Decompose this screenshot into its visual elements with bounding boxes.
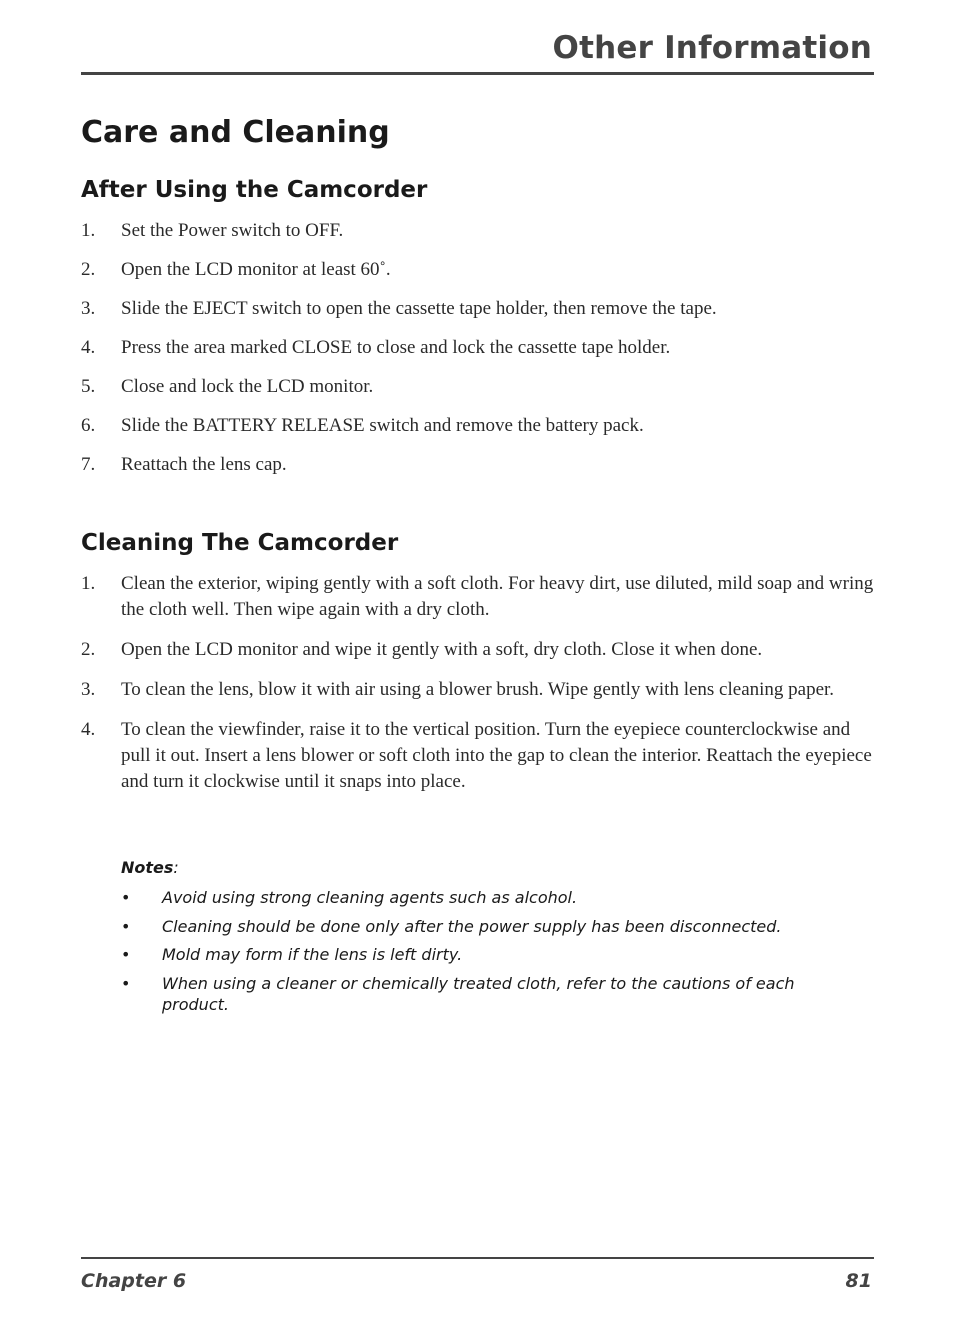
- step-text: Clean the exterior, wiping gently with a soft cloth. For heavy dirt, use diluted, mild soap and wring the cloth well. Then wipe again with a dry cloth.: [121, 573, 874, 620]
- note-text: Cleaning should be done only after the power supply has been disconnected.: [162, 916, 782, 936]
- list-item: [121, 944, 841, 965]
- notes-label: [121, 858, 179, 877]
- header-divider: [81, 72, 874, 75]
- step-text: Slide the BATTERY RELEASE switch and remove the battery pack.: [121, 415, 644, 436]
- footer-divider: [81, 1257, 874, 1259]
- note-text: When using a cleaner or chemically treated cloth, refer to the cautions of each product.: [162, 973, 795, 1014]
- list-item: [81, 257, 881, 283]
- bullet-icon: •: [121, 888, 131, 907]
- list-item: [81, 296, 881, 322]
- page-number: 81: [845, 1270, 872, 1292]
- notes-list: [121, 887, 841, 1022]
- bullet-icon: •: [121, 916, 131, 936]
- list-item: [81, 571, 881, 623]
- list-item: [81, 637, 881, 663]
- list-item: [121, 973, 841, 1015]
- step-text: Slide the EJECT switch to open the cassette tape holder, then remove the tape.: [121, 298, 717, 319]
- step-text: Close and lock the LCD monitor.: [121, 376, 374, 397]
- list-item: [81, 677, 881, 703]
- list-item: [121, 916, 841, 937]
- step-text: Press the area marked CLOSE to close and lock the cassette tape holder.: [121, 337, 671, 358]
- list-item: [81, 374, 881, 400]
- list-item: [81, 218, 881, 244]
- bullet-icon: •: [121, 945, 131, 964]
- step-number: 4.: [81, 337, 96, 358]
- cleaning-steps: [81, 571, 881, 795]
- note-text: Avoid using strong cleaning agents such as alcohol.: [162, 888, 578, 907]
- step-text: To clean the viewfinder, raise it to the vertical position. Turn the eyepiece counterclockwise and pull it out. Insert a lens blower or soft cloth into the gap to clean the interior. Reattach the eyepiece and turn it clockwise until it snaps into place.: [121, 719, 872, 792]
- step-number: 2.: [81, 259, 96, 280]
- step-text: To clean the lens, blow it with air using a blower brush. Wipe gently with lens cleaning paper.: [121, 679, 835, 700]
- step-text: Reattach the lens cap.: [121, 454, 287, 475]
- step-number: 4.: [81, 719, 96, 740]
- list-item: [81, 413, 881, 439]
- step-number: 3.: [81, 679, 96, 700]
- after-using-steps: [81, 218, 881, 478]
- step-number: 1.: [81, 573, 96, 594]
- step-text: Open the LCD monitor at least 60˚.: [121, 259, 391, 280]
- step-number: 3.: [81, 298, 96, 319]
- step-number: 7.: [81, 454, 96, 475]
- list-item: [81, 717, 881, 795]
- after-using-heading: After Using the Camcorder: [81, 177, 428, 203]
- section-header-title: Other Information: [552, 30, 872, 66]
- notes-colon: :: [173, 858, 179, 877]
- step-number: 2.: [81, 639, 96, 660]
- bullet-icon: •: [121, 973, 131, 993]
- cleaning-heading: Cleaning The Camcorder: [81, 530, 399, 556]
- list-item: [81, 452, 881, 478]
- step-text: Open the LCD monitor and wipe it gently with a soft, dry cloth. Close it when done.: [121, 639, 763, 660]
- page-title: Care and Cleaning: [81, 115, 390, 150]
- step-number: 6.: [81, 415, 96, 436]
- step-number: 5.: [81, 376, 96, 397]
- list-item: [121, 887, 841, 908]
- list-item: [81, 335, 881, 361]
- notes-label-text: Notes: [121, 858, 174, 877]
- step-text: Set the Power switch to OFF.: [121, 220, 344, 241]
- footer-chapter: Chapter 6: [81, 1270, 187, 1292]
- note-text: Mold may form if the lens is left dirty.: [162, 945, 463, 964]
- step-number: 1.: [81, 220, 96, 241]
